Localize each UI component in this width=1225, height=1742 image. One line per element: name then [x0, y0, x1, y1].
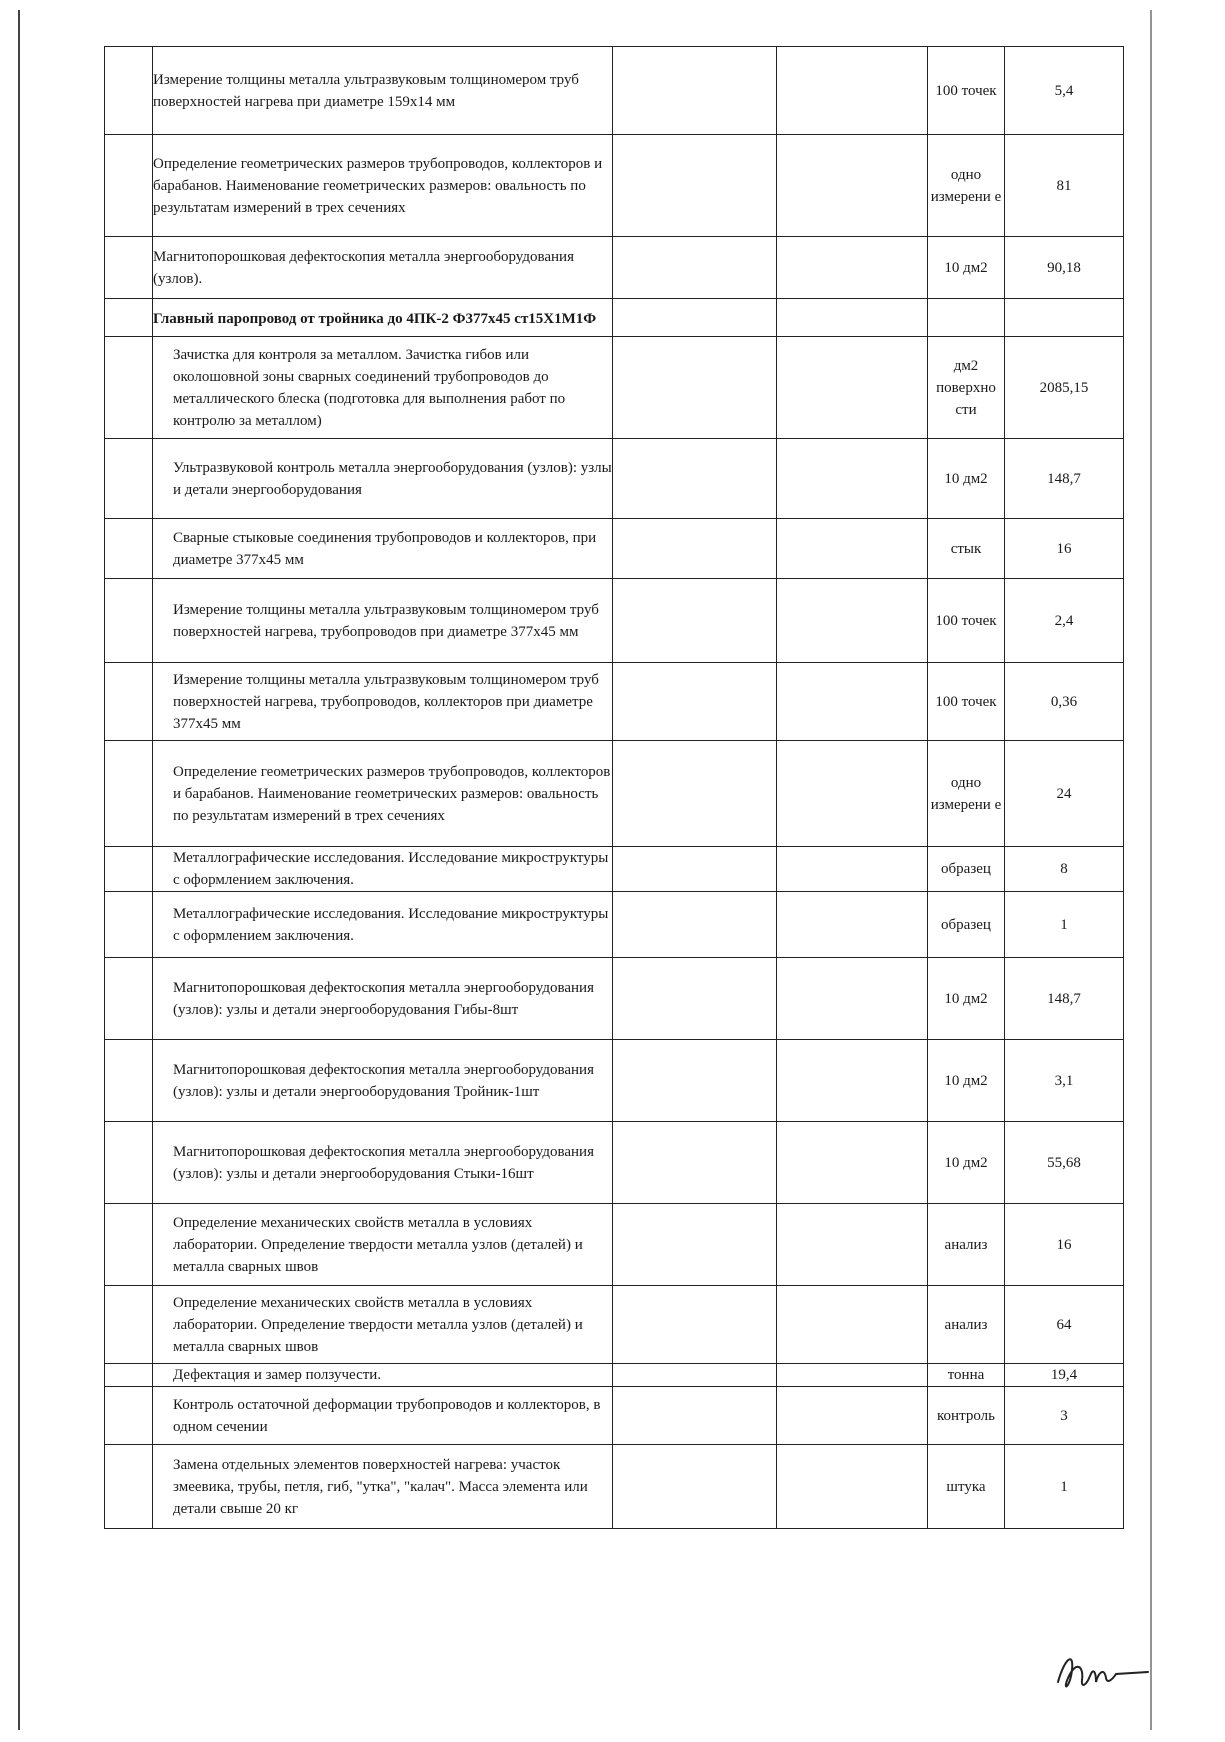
quantity-cell: 5,4 [1005, 47, 1124, 135]
empty-cell [613, 892, 777, 958]
number-cell [105, 847, 153, 892]
empty-cell [613, 47, 777, 135]
empty-cell [777, 47, 928, 135]
table-row [105, 47, 1124, 135]
quantity-cell: 81 [1005, 135, 1124, 237]
empty-cell [777, 1204, 928, 1286]
empty-cell [777, 1387, 928, 1445]
empty-cell [777, 135, 928, 237]
unit-cell: одно измерени е [928, 135, 1005, 237]
quantity-cell: 1 [1005, 1445, 1124, 1529]
unit-cell: анализ [928, 1286, 1005, 1364]
empty-cell [777, 337, 928, 439]
section-header-row [105, 299, 1124, 337]
quantity-cell: 0,36 [1005, 663, 1124, 741]
empty-cell [777, 1364, 928, 1387]
empty-cell [613, 1122, 777, 1204]
empty-cell [613, 135, 777, 237]
work-description: Магнитопорошковая дефектоскопия металла энергооборудования (узлов): узлы и детали энергооборудования Стыки-16шт [153, 1122, 613, 1204]
empty-cell [613, 337, 777, 439]
quantity-cell: 2085,15 [1005, 337, 1124, 439]
quantity-cell: 55,68 [1005, 1122, 1124, 1204]
empty-cell [777, 892, 928, 958]
number-cell [105, 337, 153, 439]
work-description: Определение механических свойств металла в условиях лаборатории. Определение твердости металла узлов (деталей) и металла сварных швов [153, 1204, 613, 1286]
unit-cell: 100 точек [928, 579, 1005, 663]
table-row [105, 337, 1124, 439]
table-row [105, 1040, 1124, 1122]
number-cell [105, 519, 153, 579]
work-description: Измерение толщины металла ультразвуковым толщиномером труб поверхностей нагрева, трубопроводов при диаметре 377х45 мм [153, 579, 613, 663]
table-row [105, 135, 1124, 237]
number-cell [105, 1040, 153, 1122]
work-description: Измерение толщины металла ультразвуковым толщиномером труб поверхностей нагрева при диаметре 159х14 мм [153, 47, 613, 135]
quantity-cell: 1 [1005, 892, 1124, 958]
work-description: Измерение толщины металла ультразвуковым толщиномером труб поверхностей нагрева, трубопроводов, коллекторов при диаметре 377х45 мм [153, 663, 613, 741]
empty-cell [777, 1040, 928, 1122]
quantity-cell: 8 [1005, 847, 1124, 892]
quantity-cell: 2,4 [1005, 579, 1124, 663]
number-cell [105, 1445, 153, 1529]
work-description: Замена отдельных элементов поверхностей нагрева: участок змеевика, трубы, петля, гиб, "утка", "калач". Масса элемента или детали свыше 20 кг [153, 1445, 613, 1529]
unit-cell: дм2 поверхно сти [928, 337, 1005, 439]
unit-cell: 10 дм2 [928, 958, 1005, 1040]
number-cell [105, 892, 153, 958]
work-description: Сварные стыковые соединения трубопроводов и коллекторов, при диаметре 377х45 мм [153, 519, 613, 579]
empty-cell [613, 299, 777, 337]
empty-cell [613, 237, 777, 299]
empty-cell [777, 439, 928, 519]
number-cell [105, 1387, 153, 1445]
empty-cell [777, 299, 928, 337]
unit-cell: тонна [928, 1364, 1005, 1387]
work-description: Металлографические исследования. Исследование микроструктуры с оформлением заключения. [153, 847, 613, 892]
unit-cell: 10 дм2 [928, 1040, 1005, 1122]
table-row [105, 1204, 1124, 1286]
work-description: Магнитопорошковая дефектоскопия металла энергооборудования (узлов): узлы и детали энергооборудования Тройник-1шт [153, 1040, 613, 1122]
empty-cell [777, 741, 928, 847]
table-row [105, 439, 1124, 519]
unit-cell: 100 точек [928, 47, 1005, 135]
number-cell [105, 135, 153, 237]
number-cell [105, 741, 153, 847]
empty-cell [613, 439, 777, 519]
number-cell [105, 1364, 153, 1387]
table-row [105, 847, 1124, 892]
quantity-cell: 3 [1005, 1387, 1124, 1445]
empty-cell [613, 519, 777, 579]
quantity-cell: 16 [1005, 519, 1124, 579]
work-description: Дефектация и замер ползучести. [153, 1364, 613, 1387]
quantity-cell: 16 [1005, 1204, 1124, 1286]
empty-cell [777, 1286, 928, 1364]
unit-cell: 10 дм2 [928, 1122, 1005, 1204]
number-cell [105, 1286, 153, 1364]
unit-cell: стык [928, 519, 1005, 579]
table-row [105, 892, 1124, 958]
unit-cell: образец [928, 847, 1005, 892]
empty-cell [613, 1364, 777, 1387]
page-edge-left [18, 10, 20, 1730]
quantity-cell: 148,7 [1005, 439, 1124, 519]
work-description: Ультразвуковой контроль металла энергооборудования (узлов): узлы и детали энергооборудования [153, 439, 613, 519]
empty-cell [777, 519, 928, 579]
work-description: Определение геометрических размеров трубопроводов, коллекторов и барабанов. Наименование геометрических размеров: овальность по результатам измерений в трех сечениях [153, 135, 613, 237]
quantity-cell: 148,7 [1005, 958, 1124, 1040]
number-cell [105, 237, 153, 299]
number-cell [105, 439, 153, 519]
empty-cell [613, 847, 777, 892]
unit-cell: 10 дм2 [928, 237, 1005, 299]
unit-cell [928, 299, 1005, 337]
empty-cell [613, 1387, 777, 1445]
empty-cell [777, 958, 928, 1040]
table-row [105, 579, 1124, 663]
unit-cell: контроль [928, 1387, 1005, 1445]
table-row [105, 663, 1124, 741]
empty-cell [777, 663, 928, 741]
work-description: Зачистка для контроля за металлом. Зачистка гибов или околошовной зоны сварных соединений трубопроводов до металлического блеска (подготовка для выполнения работ по контролю за металлом) [153, 337, 613, 439]
unit-cell: анализ [928, 1204, 1005, 1286]
empty-cell [613, 741, 777, 847]
number-cell [105, 663, 153, 741]
work-description: Определение геометрических размеров трубопроводов, коллекторов и барабанов. Наименование геометрических размеров: овальность по результатам измерений в трех сечениях [153, 741, 613, 847]
number-cell [105, 958, 153, 1040]
table-row [105, 1286, 1124, 1364]
table-row [105, 237, 1124, 299]
section-title: Главный паропровод от тройника до 4ПК-2 Ф377х45 ст15Х1М1Ф [153, 299, 613, 337]
work-description: Определение механических свойств металла в условиях лаборатории. Определение твердости металла узлов (деталей) и металла сварных швов [153, 1286, 613, 1364]
empty-cell [613, 1204, 777, 1286]
number-cell [105, 299, 153, 337]
empty-cell [777, 237, 928, 299]
table-row [105, 1122, 1124, 1204]
empty-cell [777, 579, 928, 663]
empty-cell [777, 1445, 928, 1529]
quantity-cell [1005, 299, 1124, 337]
empty-cell [777, 1122, 928, 1204]
empty-cell [777, 847, 928, 892]
empty-cell [613, 958, 777, 1040]
table-row [105, 1364, 1124, 1387]
number-cell [105, 1122, 153, 1204]
empty-cell [613, 1445, 777, 1529]
works-table [104, 46, 1124, 1529]
signature-mark [1050, 1630, 1160, 1700]
unit-cell: образец [928, 892, 1005, 958]
empty-cell [613, 1286, 777, 1364]
table-row [105, 1387, 1124, 1445]
unit-cell: одно измерени е [928, 741, 1005, 847]
work-description: Металлографические исследования. Исследование микроструктуры с оформлением заключения. [153, 892, 613, 958]
unit-cell: 100 точек [928, 663, 1005, 741]
unit-cell: 10 дм2 [928, 439, 1005, 519]
quantity-cell: 64 [1005, 1286, 1124, 1364]
table-row [105, 741, 1124, 847]
quantity-cell: 3,1 [1005, 1040, 1124, 1122]
unit-cell: штука [928, 1445, 1005, 1529]
works-table-body [105, 47, 1124, 1529]
table-row [105, 958, 1124, 1040]
empty-cell [613, 1040, 777, 1122]
work-description: Магнитопорошковая дефектоскопия металла энергооборудования (узлов): узлы и детали энергооборудования Гибы-8шт [153, 958, 613, 1040]
page-edge-right [1150, 10, 1152, 1730]
quantity-cell: 19,4 [1005, 1364, 1124, 1387]
work-description: Контроль остаточной деформации трубопроводов и коллекторов, в одном сечении [153, 1387, 613, 1445]
table-row [105, 1445, 1124, 1529]
empty-cell [613, 579, 777, 663]
quantity-cell: 90,18 [1005, 237, 1124, 299]
quantity-cell: 24 [1005, 741, 1124, 847]
work-description: Магнитопорошковая дефектоскопия металла энергооборудования (узлов). [153, 237, 613, 299]
table-row [105, 519, 1124, 579]
empty-cell [613, 663, 777, 741]
number-cell [105, 1204, 153, 1286]
number-cell [105, 47, 153, 135]
number-cell [105, 579, 153, 663]
